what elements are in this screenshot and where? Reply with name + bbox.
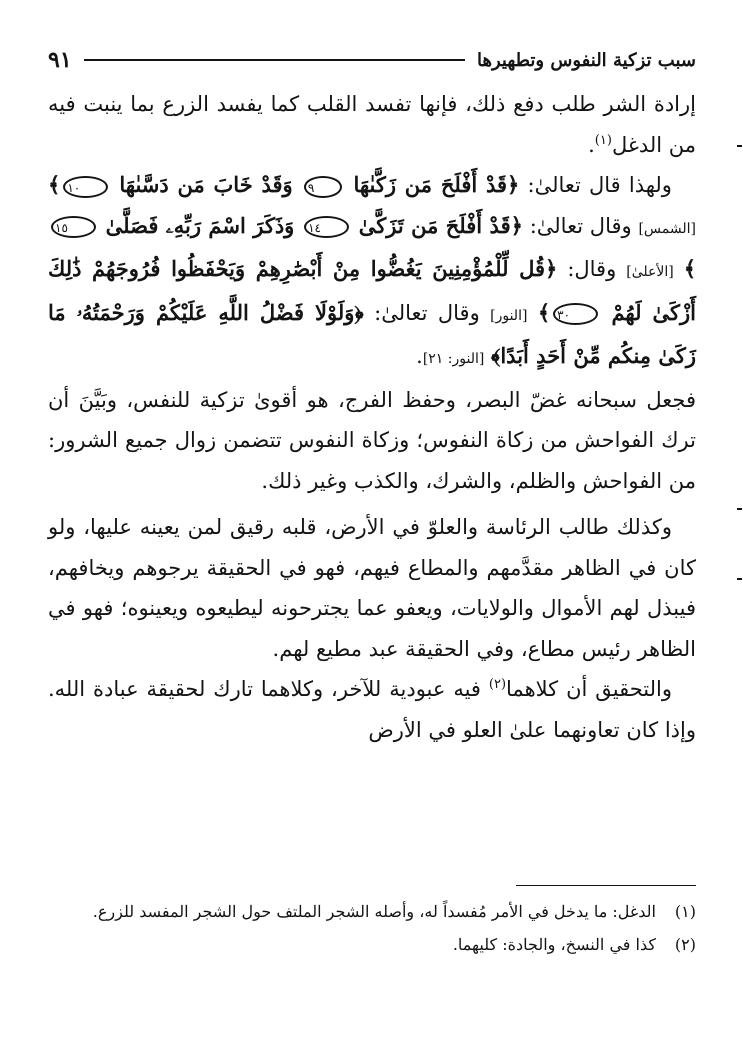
ayah-number-badge: ٩ [304,176,342,198]
header-rule [84,59,465,61]
quran-close-bracket: ﴾ [48,172,61,197]
intro-text-4: وقال تعالىٰ: [374,300,480,325]
quran-verse-2a: ﴿قَدْ أَفْلَحَ مَن تَزَكَّىٰ [358,212,523,238]
paragraph-1-line-1: إرادة الشر طلب دفع ذلك، فإنها تفسد القلب كما يفسد الزرع [162,92,696,116]
scan-edge-mark [737,145,742,147]
surah-reference: [الشمس] [638,220,696,237]
footnote-ref-2[interactable]: (٢) [488,677,507,692]
paragraph-5-text-2: فيه عبودية للآخر، وكلاهما تارك لحقيقة عبادة الله. وإذا كان تعاونهما علىٰ العلو في الأرض [48,677,696,742]
paragraph-3: فجعل سبحانه غضّ البصر، وحفظ الفرج، هو أقوىٰ تزكية للنفس، وبَيَّنَ أن ترك الفواحش من زكاة النفوس؛ وزكاة النفوس تتضمن زوال جميع الشرور: من الفواحش والظلم، والشرك، والكذب وغير ذلك. [48,387,696,493]
footnote-1 [56,898,696,925]
paragraph-5-text-1: والتحقيق أن كلاهما [506,677,672,701]
paragraph-5 [48,669,696,750]
ayah-number-badge: ١٠ [63,176,108,198]
running-header [48,40,696,80]
quran-verse-2b: وَذَكَرَ اسْمَ رَبِّهِۦ فَصَلَّىٰ [105,212,295,238]
footnote-number: (١) [674,902,696,921]
footnote-2 [56,931,696,958]
quran-verse-3: ﴿قُل لِّلْمُؤْمِنِينَ يَغُضُّوا مِنْ أَبْصَٰرِهِمْ وَيَحْفَظُوا فُرُوجَهُمْ ذَٰلِكَ أَزْكَىٰ لَهُمْ [48,256,696,325]
intro-text-2: وقال تعالىٰ: [529,213,632,238]
quran-close-bracket: ﴾ [683,256,696,281]
scan-edge-mark [737,508,742,510]
surah-reference: [النور: ٢١] [422,351,485,367]
footnote-number: (٢) [674,935,696,954]
quran-verse-1a: ﴿قَدْ أَفْلَحَ مَن زَكَّىٰهَا [353,172,520,197]
paragraph-2-end: . [416,344,423,368]
paragraph-4: وكذلك طالب الرئاسة والعلوّ في الأرض، قلبه رقيق لمن يعينه عليها، ولو كان في الظاهر مقدَّمهم والمطاع فيهم، فهو في الحقيقة يرجوهم ويخافهم، فيبذل لهم الأموال والولايات، ويعفو عما يجترحونه ليطيعوه ويعينوه؛ فهو في الظاهر رئيس مطاع، وفي الحقيقة عبد مطيع لهم. [48,515,696,661]
paragraph-2 [48,165,696,380]
quran-verse-4: ﴿وَلَوْلَا فَضْلُ اللَّهِ عَلَيْكُمْ وَرَحْمَتُهُۥ مَا زَكَىٰ مِنكُم مِّنْ أَحَدٍ أَبَدًا﴾ [48,299,696,368]
ayah-number-badge: ١٤ [304,216,349,238]
page-number: ٩١ [48,47,72,73]
footnotes [56,898,696,958]
body-text [48,84,696,750]
quran-verse-1b: وَقَدْ خَابَ مَن دَسَّىٰهَا [119,172,293,197]
footnote-text: الدغل: ما يدخل في الأمر مُفسداً له، وأصله الشجر الملتف حول الشجر المفسد للزرع. [92,902,656,921]
ayah-number-badge: ١٥ [51,216,96,238]
paragraph-1-line-2: بما ينبت فيه من الدغل [48,92,696,157]
intro-text-1: ولهذا قال تعالىٰ: [527,173,672,197]
book-page [48,40,696,1040]
chapter-title: سبب تزكية النفوس وتطهيرها [477,49,696,71]
scan-edge-mark [737,578,742,580]
surah-reference: [النور] [490,307,528,324]
surah-reference: [الأعلىٰ] [626,264,674,280]
paragraph-1-end: . [588,132,595,157]
intro-text-3: وقال: [567,257,617,281]
ayah-number-badge: ٣٠ [553,303,598,325]
paragraph-1 [48,84,696,165]
footnote-text: كذا في النسخ، والجادة: كليهما. [452,935,656,954]
quran-close-bracket: ﴾ [537,299,551,325]
footnote-ref-1[interactable]: (١) [594,132,612,148]
footnote-separator [516,885,696,886]
